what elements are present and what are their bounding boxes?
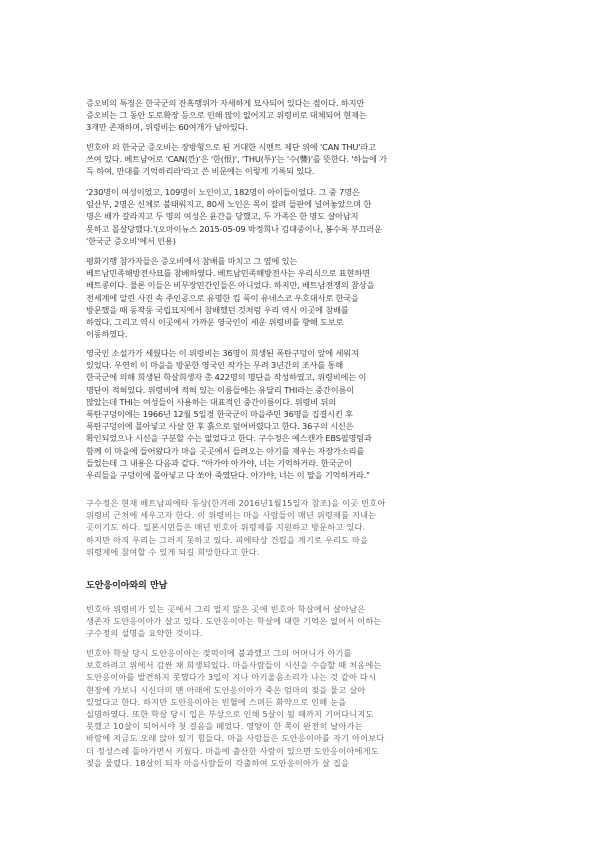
- paragraph-british-memorial: 영국인 소설가가 세웠다는 이 위령비는 36명이 희생된 폭탄구덩이 앞에 세워져 있었다. 우연히 이 마을을 방문한 영국인 작가는 무려 3년간의 조사를 통해 한국군에 의해 희생된 학살희생자 총 422명의 명단을 작성하였고, 위령비에는 이 명단이 적혀있다. 위령비에 적혀 있는 이름들에는 유달리 THI라는 중간이름이 많았는데 THI는 여성들이 사용하는 대표적인 중간이름이다. 위령비 뒤의 폭탄구덩이에는 1966년 12월 5일경 한국군이 마을주민 36명을 집결시킨 후 폭탄구덩이에 몰아넣고 사살 한 후 흙으로 덮어버렸다고 한다. 36구의 시신은 확인되었으나 시신을 구분할 수는 없었다고 한다. 구수정은 예스캔가 EBS필명팀과 함께 이 마을에 들어왔다가 마을 곳곳에서 들려오는 아기를 재우는 자장가소리를 들었는데 그 내용은 다음과 같다. "아가야 아가야, 너는 기억하거라. 한국군이 우리들을 구덩이에 몰아넣고 다 쏘아 죽였단다. 아가야, 너는 이 말을 기억하거라.": [86, 348, 372, 481]
- paragraph-hate-monument-features: 증오비의 특징은 한국군의 잔혹행위가 자세하게 묘사되어 있다는 점이다. 하지만 증오비는 그 동안 도로확장 등으로 인해 많이 없어지고 위령비로 대체되어 현재는 3개만 존재하며, 위령비는 60여개가 남아있다.: [86, 98, 367, 133]
- paragraph-survivor-intro: 빈호아 위령비가 있는 곳에서 그리 멀지 않은 곳에 빈호아 학살에서 살아남은 생존자 도안응이아가 살고 있다. 도안응이아는 학살에 대한 기억은 없어서 이하는 구수정의 설명을 요약한 것이다.: [86, 604, 382, 639]
- section-heading: 도안응이아와의 만남: [86, 581, 168, 591]
- paragraph-binh-hoa-hate-monument: 빈호아 의 한국군 증오비는 장방형으로 된 거대한 시멘트 제단 위에 'CAN THU'라고 쓰여 있다. 베트남어로 'CAN(깐)'은 '한(恨)', 'THU(투)'는 '수(讐)'를 뜻한다. '하늘에 가 득 하여, 만대를 기억하리라'라고 쓴 비문에는 이렇게 기록되 있다.: [86, 142, 387, 177]
- paragraph-inscription-quote: '230명이 여성이었고, 109명이 노인이고, 182명이 아이들이었다. 그 중 7명은 임산부, 2명은 신체로 불태워지고, 80세 노인은 목이 잘려 들판에 널어놓았으며 한 명은 배가 갈라지고 두 명의 여성은 윤간을 당했고, 두 가족은 한 명도 살아남지 못하고 몰살당했다.'(오마이뉴스 2015-05-09 박정희나 김대중이나, 봉수록 부끄러운 '한국군 증오비'에서 인용): [86, 187, 382, 246]
- paragraph-pieta-statue: 구수정은 현재 베트남피에타 동상(한겨레 2016년1월15일자 참조)을 이곳 빈호아 위령비 근처에 세우고자 한다. 이 위령비는 마을 사람들이 매년 위령제를 지내는 곳이기도 하다. 일본시민들은 매년 빈호아 위령제를 지원하고 방문하고 있다. 하지만 아직 우리는 그러지 못하고 있다. 피에타상 건립을 계기로 우리도 마을 위령제에 참여할 수 있게 되길 희망한다고 한다.: [86, 498, 386, 557]
- paragraph-survivor-story: 빈호아 학살 당시 도안응이아는 젖먹이에 불과했고 그의 어머니가 아기를 보호하려고 위에서 감싼 채 희생되었다. 마을사람들이 시신을 수습할 때 처음에는 도안응이아를 발견하지 못했다가 3일이 지나 아기울음소리가 나는 것 같아 다시 현장에 가보니 시신더미 맨 아래에 도안응이아가 죽은 엄마의 젖을 물고 살아 있었다고 한다. 하지만 도안응이아는 빈혈에 스며든 화약으로 인해 눈을 실명하였다. 또한 학살 당시 입은 부상으로 인해 5살이 될 때까지 기어다니지도 못했고 10살이 되어서야 첫 걸음을 떼었다. 영양이 한 쪽이 완전히 날아가는 바람에 지금도 오래 앉아 있기 힘들다. 마을 사람들은 도안응이아를 자기 아이보다 더 정성스레 돌아가면서 키웠다. 마을에 출산한 사람이 있으면 도안응이아에게도 젖을 물렸다. 18살이 되자 마을사람들이 각출하여 도안응이아가 살 집을: [86, 648, 385, 768]
- paragraph-liberation-martyrs-cemetery: 평화기행 참가자들은 증오비에서 참배를 마치고 그 옆에 있는 베트남민족해방전사묘를 참배하였다. 베트남민족해방전사는 우리식으로 표현하면 베트콩이다. 물론 이들은 비무장민간인들은 아니었다. 하지만, 베트남전쟁의 참상을 전세계에 알린 사진 속 주인공으로 유명한 킴 푹이 유네스코 우호대사로 한국을 방문했을 때 동작동 국립묘지에서 참배했던 것처럼 우리 역시 이곳에 참배를 하였다. 그리고 역시 이곳에서 가까운 영국인이 세운 위령비를 향해 도보로 이동하였다.: [86, 256, 375, 340]
